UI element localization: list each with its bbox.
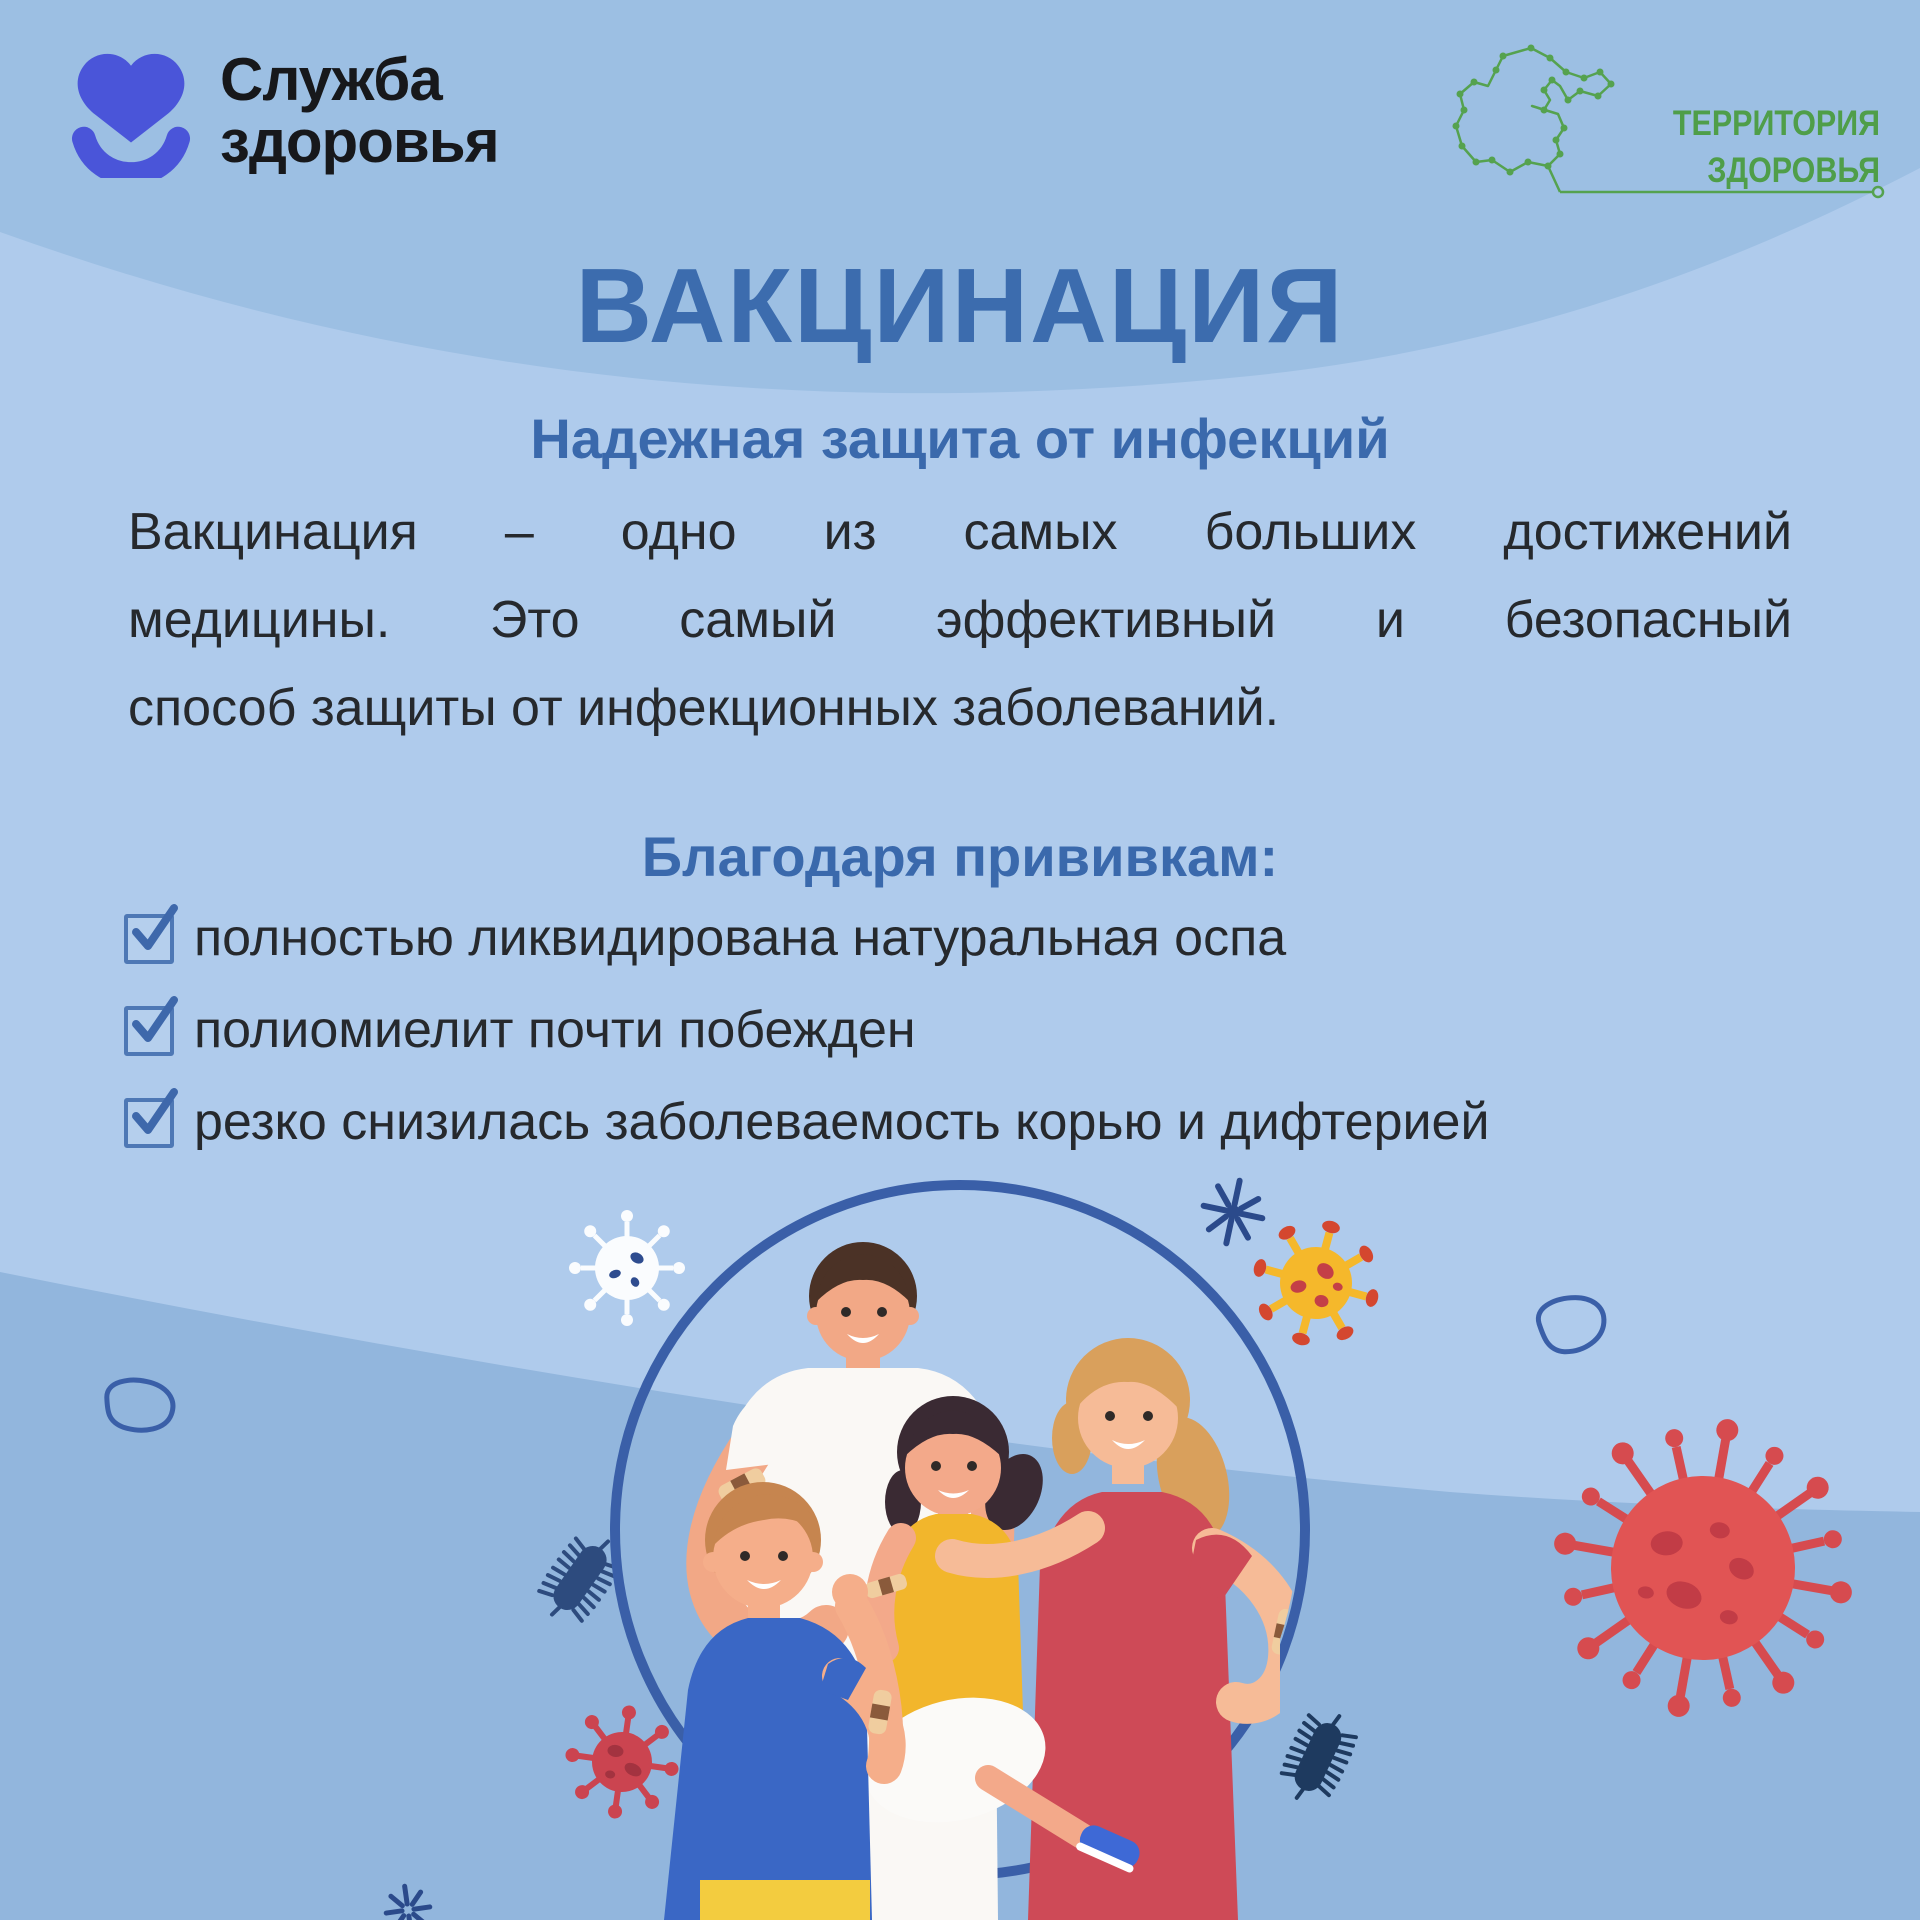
logo-line: здоровья [220, 108, 499, 175]
logo-line: ЗДОРОВЬЯ [1707, 151, 1880, 190]
checklist-item-label: полностью ликвидирована натуральная оспа [194, 909, 1287, 967]
checklist-item-label: резко снизилась заболеваемость корью и дифтерией [194, 1093, 1490, 1151]
checklist-item [124, 1090, 1824, 1156]
health-service-logo-text [220, 46, 499, 175]
territory-of-health-logo-text [1673, 100, 1880, 194]
heart-smile-icon [70, 44, 192, 178]
checked-checkbox-icon [124, 1006, 174, 1056]
logo-line: Служба [220, 46, 442, 113]
health-service-logo [70, 36, 630, 186]
white-virus-icon [569, 1210, 685, 1326]
checklist-item [124, 998, 1824, 1064]
page-title: ВАКЦИНАЦИЯ [575, 247, 1345, 365]
subtitle: Надежная защита от инфекций [530, 407, 1390, 470]
territory-of-health-logo [1448, 34, 1888, 210]
body-line: Вакцинация – одно из самых больших достижений [128, 503, 1792, 561]
logo-line: ТЕРРИТОРИЯ [1672, 104, 1880, 143]
check-icon [126, 1086, 182, 1142]
checked-checkbox-icon [124, 914, 174, 964]
body-paragraph [128, 488, 1792, 752]
check-icon [126, 994, 182, 1050]
checklist-item-label: полиомиелит почти побежден [194, 1001, 916, 1059]
check-icon [126, 902, 182, 958]
checklist-item [124, 906, 1824, 972]
checked-checkbox-icon [124, 1098, 174, 1148]
body-line: медицины. Это самый эффективный и безопасный [128, 591, 1792, 649]
list-heading: Благодаря прививкам: [641, 825, 1279, 888]
body-line: способ защиты от инфекционных заболеваний. [128, 679, 1280, 737]
